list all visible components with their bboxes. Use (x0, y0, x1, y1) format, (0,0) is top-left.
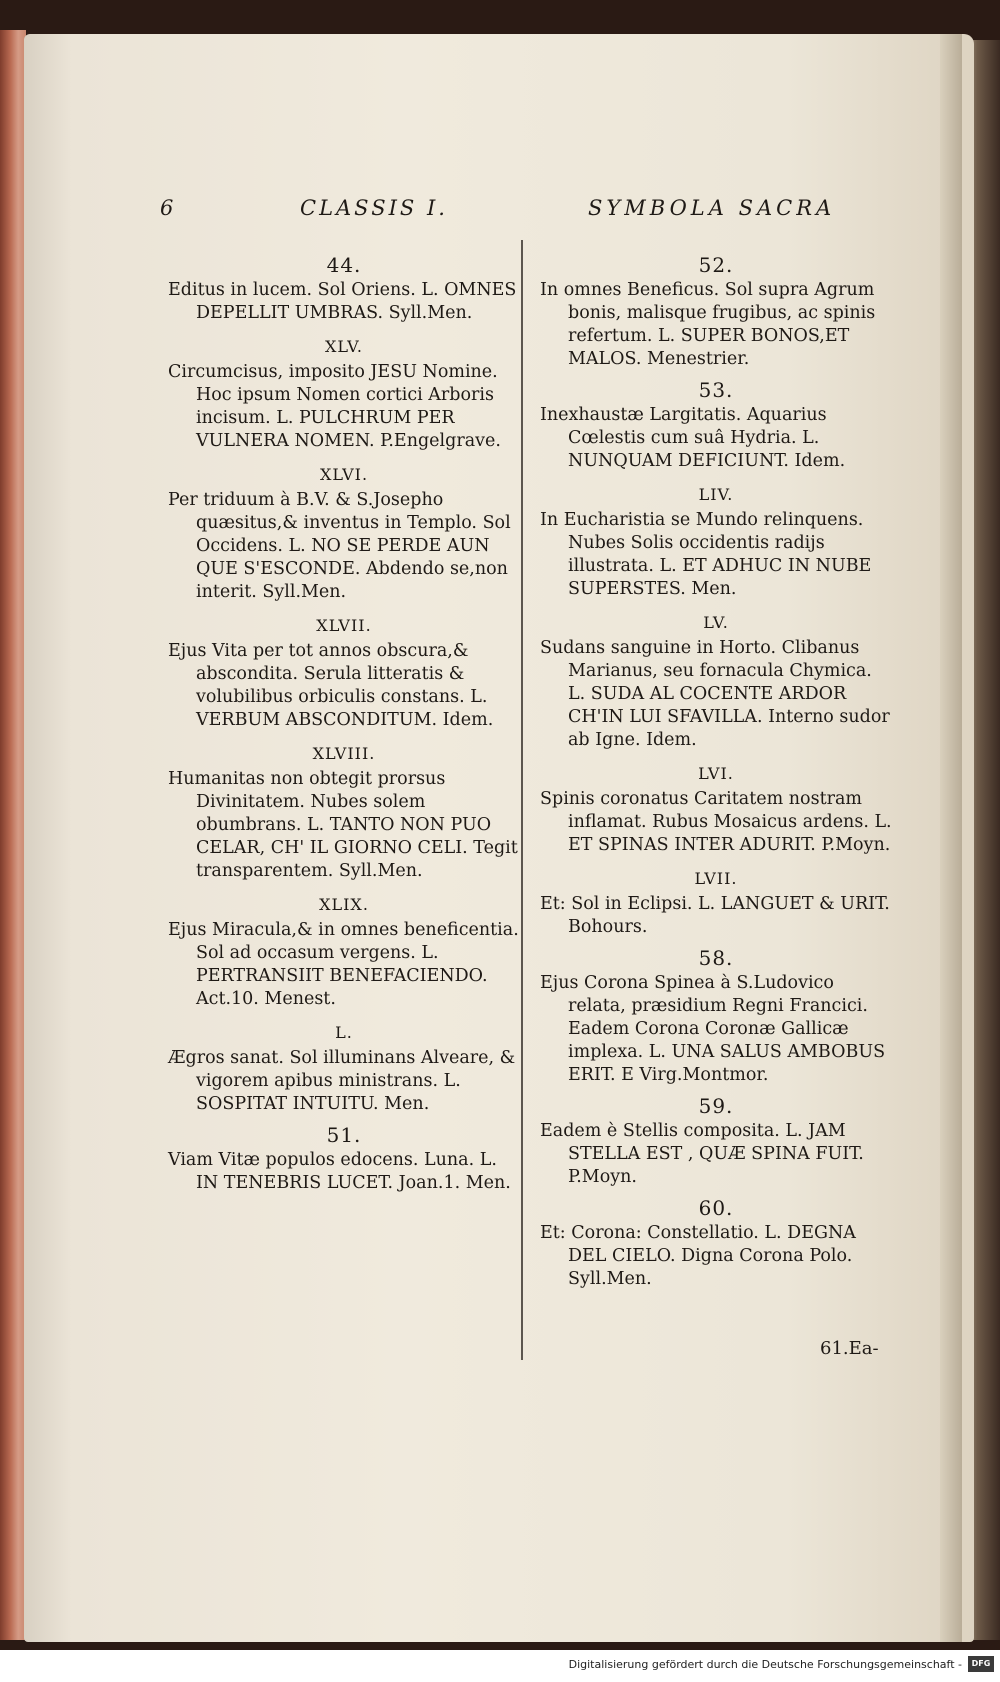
entry-number: 44. (326, 253, 362, 277)
entry-text: Et: Sol in Eclipsi. L. LANGUET & URIT. Bohours. (540, 894, 890, 937)
entry-text: Et: Corona: Constellatio. L. DEGNA DEL CIELO. Digna Corona Polo. Syll.Men. (540, 1223, 856, 1289)
entry (168, 893, 520, 1011)
entry (168, 335, 520, 453)
entry-text: Eadem è Stellis composita. L. JAM STELLA EST , QUÆ SPINA FUIT. P.Moyn. (540, 1121, 864, 1187)
right-column (540, 246, 892, 1299)
catchword: 61.Ea- (820, 1338, 879, 1359)
entry (540, 483, 892, 601)
left-column (168, 246, 520, 1203)
entry-number: LVI. (698, 764, 734, 783)
entry-text: Per triduum à B.V. & S.Josepho quæsitus,& inventus in Templo. Sol Occidens. L. NO SE PERDE AUN QUE S'ESCONDE. Abdendo se,non interit. Syll.Men. (168, 490, 511, 602)
entry (540, 379, 892, 473)
entry-number: XLVII. (316, 616, 372, 635)
entry-text: Circumcisus, imposito JESU Nomine. Hoc ipsum Nomen cortici Arboris incisum. L. PULCHRUM PER VULNERA NOMEN. P.Engelgrave. (168, 362, 501, 451)
book-edge-left (0, 30, 26, 1640)
entry-text: Viam Vitæ populos edocens. Luna. L. IN TENEBRIS LUCET. Joan.1. Men. (168, 1150, 511, 1193)
entry-number: 53. (698, 378, 734, 402)
entry (540, 611, 892, 752)
entry-number: LV. (703, 613, 729, 632)
entry (168, 1124, 520, 1195)
entry-number: 59. (698, 1094, 734, 1118)
running-head-left: CLASSIS I. (300, 196, 448, 220)
entry-text: Ejus Corona Spinea à S.Ludovico relata, præsidium Regni Francici. Eadem Corona Coronæ Gallicæ implexa. L. UNA SALUS AMBOBUS ERIT. E Virg.Montmor. (540, 973, 886, 1085)
entry-text: Spinis coronatus Caritatem nostram inflamat. Rubus Mosaicus ardens. L. ET SPINAS INTER ADURIT. P.Moyn. (540, 789, 892, 855)
footer-bar (0, 1650, 1000, 1682)
entry (540, 1197, 892, 1291)
page-fold (940, 34, 962, 1642)
entry (540, 867, 892, 939)
entry (540, 762, 892, 857)
entry-number: XLIX. (319, 895, 369, 914)
entry-text: Ejus Vita per tot annos obscura,& abscondita. Serula litteratis & volubilibus orbiculis constans. L. VERBUM ABSCONDITUM. Idem. (168, 641, 494, 730)
dfg-logo: DFG (968, 1656, 994, 1672)
entry (168, 463, 520, 604)
entry-number: LIV. (698, 485, 734, 504)
funding-credit: Digitalisierung gefördert durch die Deutsche Forschungsgemeinschaft - (568, 1658, 962, 1671)
entry-text: Inexhaustæ Largitatis. Aquarius Cœlestis cum suâ Hydria. L. NUNQUAM DEFICIUNT. Idem. (540, 405, 846, 471)
entry (168, 254, 520, 325)
entry-number: L. (335, 1023, 353, 1042)
entry-text: Ægros sanat. Sol illuminans Alveare, & vigorem apibus ministrans. L. SOSPITAT INTUITU. Men. (168, 1048, 516, 1114)
entry-number: LVII. (694, 869, 738, 888)
entry-number: 58. (698, 946, 734, 970)
entry (540, 254, 892, 371)
running-head-right: SYMBOLA SACRA (588, 196, 836, 220)
page-number: 6 (160, 196, 176, 220)
entry-text: In omnes Beneficus. Sol supra Agrum bonis, malisque frugibus, ac spinis refertum. L. SUPER BONOS,ET MALOS. Menestrier. (540, 280, 876, 369)
entry-number: XLVI. (319, 465, 369, 484)
entry-text: In Eucharistia se Mundo relinquens. Nubes Solis occidentis radijs illustrata. L. ET ADHUC IN NUBE SUPERSTES. Men. (540, 510, 872, 599)
entry-number: XLVIII. (312, 744, 376, 763)
column-divider (521, 240, 523, 1360)
entry-text: Humanitas non obtegit prorsus Divinitatem. Nubes solem obumbrans. L. TANTO NON PUO CELAR, CH' IL GIORNO CELI. Tegit transparentem. Syll.Men. (168, 769, 518, 881)
entry-number: XLV. (325, 337, 363, 356)
entry-number: 60. (698, 1196, 734, 1220)
entry-text: Editus in lucem. Sol Oriens. L. OMNES DEPELLIT UMBRAS. Syll.Men. (168, 280, 517, 323)
entry-number: 51. (326, 1123, 362, 1147)
entry-text: Sudans sanguine in Horto. Clibanus Marianus, seu fornacula Chymica. L. SUDA AL COCENTE ARDOR CH'IN LUI SFAVILLA. Interno sudor ab Igne. Idem. (540, 638, 890, 750)
entry (540, 1095, 892, 1189)
entry (168, 742, 520, 883)
entry-number: 52. (698, 253, 734, 277)
entry (168, 1021, 520, 1116)
entry (540, 947, 892, 1087)
entry (168, 614, 520, 732)
entry-text: Ejus Miracula,& in omnes beneficentia. Sol ad occasum vergens. L. PERTRANSIIT BENEFACIENDO. Act.10. Menest. (168, 920, 519, 1009)
